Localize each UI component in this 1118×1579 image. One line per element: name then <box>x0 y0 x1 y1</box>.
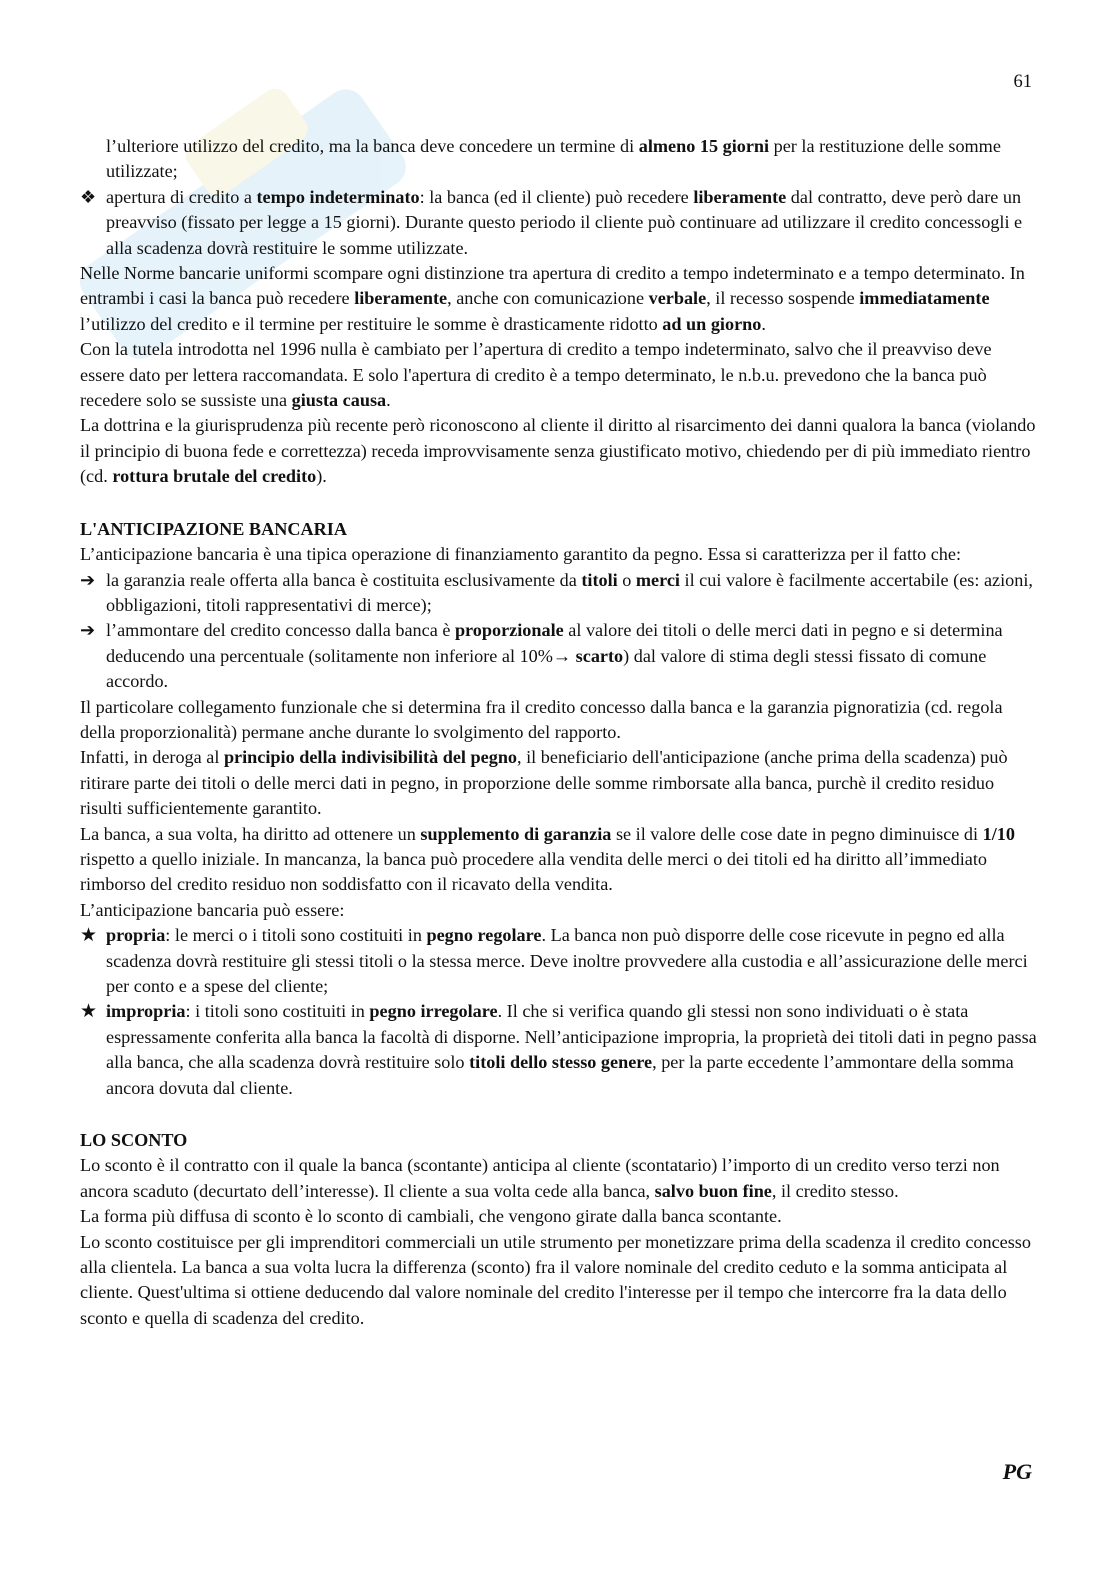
continued-paragraph: l’ulteriore utilizzo del credito, ma la banca deve concedere un termine di almeno 15 giorni per la restituzione delle somme utilizzate; <box>106 136 1001 182</box>
footer-signature: PG <box>1002 1458 1032 1484</box>
paragraph: Infatti, in deroga al principio della indivisibilità del pegno, il beneficiario dell'anticipazione (anche prima della scadenza) può ritirare parte dei titoli o delle merci dati in pegno, in proporzione delle somme rimborsate alla banca, purchè il credito residuo risulti sufficientemente garantito. <box>80 747 1008 819</box>
star-bullet-icon: ★ <box>80 925 98 947</box>
paragraph: Con la tutela introdotta nel 1996 nulla è cambiato per l’apertura di credito a tempo indeterminato, salvo che il preavviso deve essere dato per lettera raccomandata. E solo l'apertura di credito è a tempo determinato, le n.b.u. prevedono che la banca può recedere solo se sussiste una giusta causa. <box>80 339 992 411</box>
section-heading: LO SCONTO <box>80 1130 188 1151</box>
paragraph: L’anticipazione bancaria può essere: <box>80 899 345 920</box>
list-item: ★ impropria: i titoli sono costituiti in pegno irregolare. Il che si verifica quando gli stessi non sono individuati o è stata espressamente conferita alla banca la facoltà di disporne. Nell’anticipazione impropria, la proprietà dei titoli dati in pegno passa alla banca, che alla scadenza dovrà restituire solo titoli dello stesso genere, per la parte eccedente l’ammontare della somma ancora dovuta dal cliente. <box>80 1001 1037 1098</box>
paragraph: Il particolare collegamento funzionale che si determina fra il credito concesso dalla banca e la garanzia pignoratizia (cd. regola della proporzionalità) permane anche durante lo svolgimento del rapporto. <box>80 696 1003 742</box>
list-item: ★ propria: le merci o i titoli sono costituiti in pegno regolare. La banca non può disporre delle cose ricevute in pegno ed alla scadenza dovrà restituire gli stessi titoli o la stessa merce. Deve inoltre provvedere alla custodia e all’assicurazione delle merci per conto e a spese del cliente; <box>80 925 1028 996</box>
paragraph: L’anticipazione bancaria è una tipica operazione di finanziamento garantito da pegno. Essa si caratterizza per il fatto che: <box>80 544 962 565</box>
paragraph: La banca, a sua volta, ha diritto ad ottenere un supplemento di garanzia se il valore delle cose date in pegno diminuisce di 1/10 rispetto a quello iniziale. In mancanza, la banca può procedere alla vendita delle merci o dei titoli ed ha diritto all’immediato rimborso del credito residuo non soddisfatto con il ricavato della vendita. <box>80 823 1015 895</box>
arrow-bullet-icon: ➔ <box>80 620 96 641</box>
document-body <box>80 134 1040 1331</box>
paragraph: La forma più diffusa di sconto è lo sconto di cambiali, che vengono girate dalla banca scontante. <box>80 1206 782 1227</box>
paragraph: Lo sconto è il contratto con il quale la banca (scontante) anticipa al cliente (scontatario) l’importo di un credito verso terzi non ancora scaduto (decurtato dell’interesse). Il cliente a sua volta cede alla banca, salvo buon fine, il credito stesso. <box>80 1155 1000 1201</box>
arrow-bullet-icon: ➔ <box>80 569 96 590</box>
list-item: ❖ apertura di credito a tempo indeterminato: la banca (ed il cliente) può recedere liberamente dal contratto, deve però dare un preavviso (fissato per legge a 15 giorni). Durante questo periodo il cliente può continuare ad utilizzare il credito concessogli e alla scadenza dovrà restituire le somme utilizzate. <box>80 186 1023 258</box>
paragraph: Lo sconto costituisce per gli imprenditori commerciali un utile strumento per monetizzare prima della scadenza il credito concesso alla clientela. La banca a sua volta lucra la differenza (sconto) fra il valore nominale del credito ceduto e la somma anticipata al cliente. Quest'ultima si ottiene deducendo dal valore nominale del credito l'interesse per il tempo che intercorre fra la data dello sconto e quella di scadenza del credito. <box>80 1231 1031 1328</box>
star-bullet-icon: ★ <box>80 1001 98 1023</box>
list-item: ➔ la garanzia reale offerta alla banca è costituita esclusivamente da titoli o merci il cui valore è facilmente accertabile (es: azioni, obbligazioni, titoli rappresentativi di merce); <box>80 569 1033 615</box>
diamond-bullet-icon: ❖ <box>80 186 97 207</box>
paragraph: Nelle Norme bancarie uniformi scompare ogni distinzione tra apertura di credito a tempo indeterminato e a tempo determinato. In entrambi i casi la banca può recedere liberamente, anche con comunicazione verbale, il recesso sospende immediatamente l’utilizzo del credito e il termine per restituire le somme è drasticamente ridotto ad un giorno. <box>80 263 1025 334</box>
list-item: ➔ l’ammontare del credito concesso dalla banca è proporzionale al valore dei titoli o delle merci dati in pegno e si determina deducendo una percentuale (solitamente non inferiore al 10%→ scarto) dal valore di stima degli stessi fissato di comune accordo. <box>80 620 1003 692</box>
page-number: 61 <box>1013 72 1032 92</box>
paragraph: La dottrina e la giurisprudenza più recente però riconoscono al cliente il diritto al risarcimento dei danni qualora la banca (violando il principio di buona fede e correttezza) receda improvvisamente senza giustificato motivo, chiedendo per di più immediato rientro (cd. rottura brutale del credito). <box>80 415 1036 487</box>
section-heading: L'ANTICIPAZIONE BANCARIA <box>80 518 347 539</box>
